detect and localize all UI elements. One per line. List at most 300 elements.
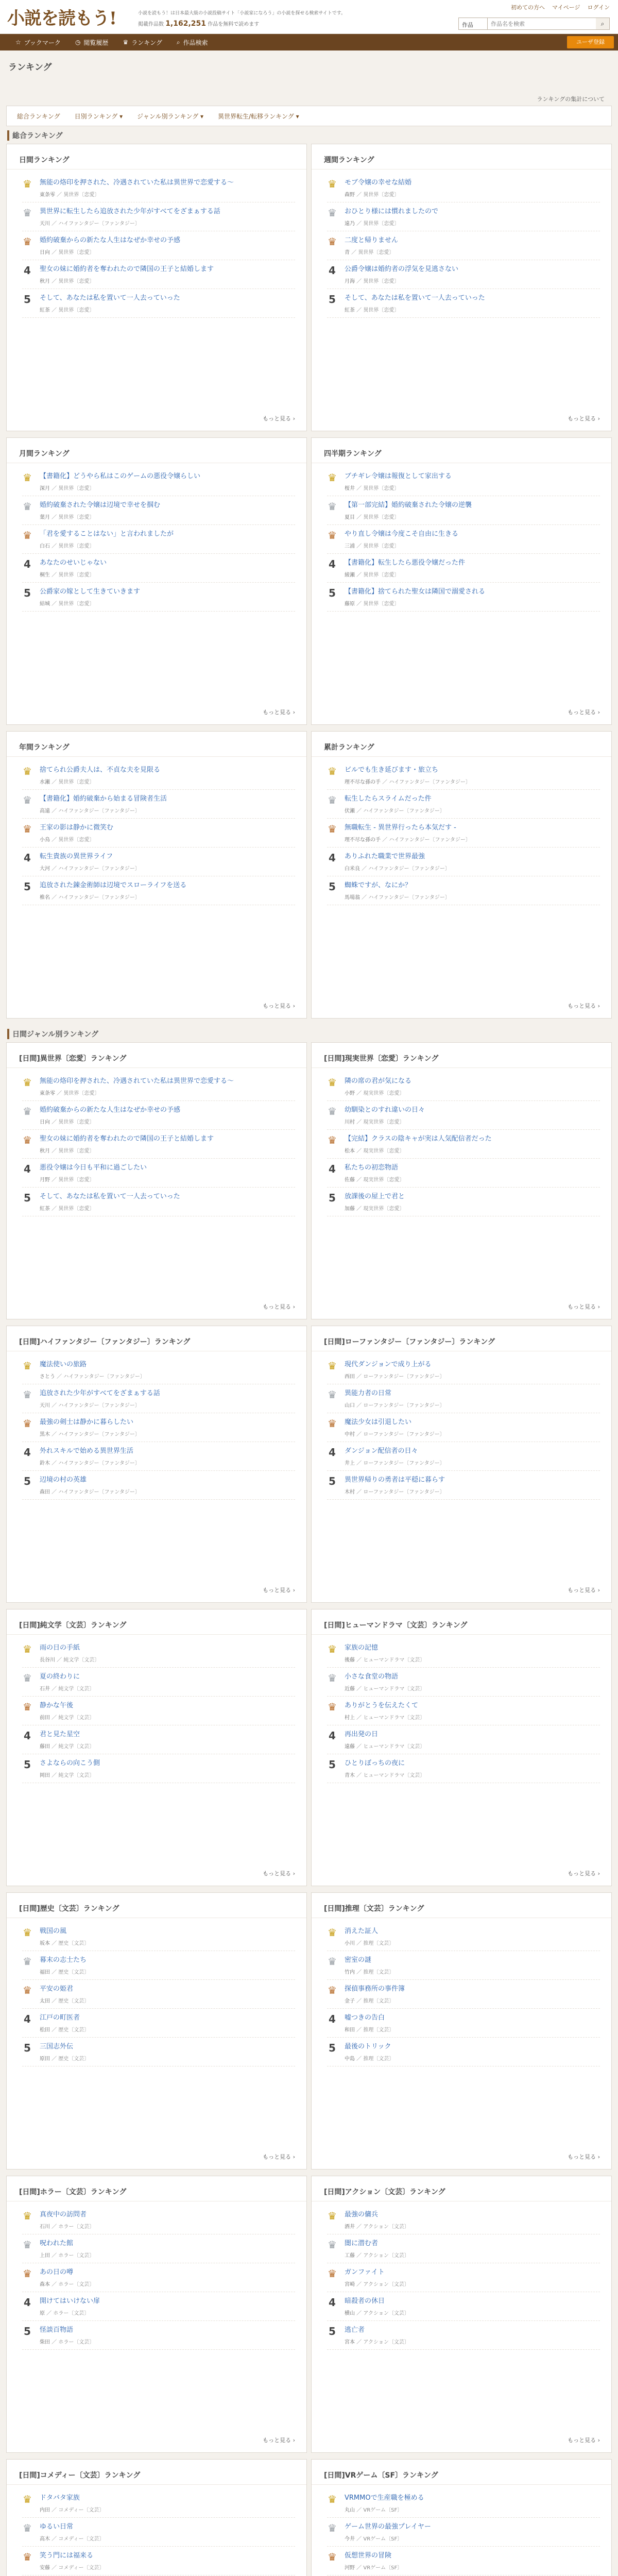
novel-title-link[interactable]: 転生貴族の異世界ライフ [40, 853, 113, 860]
novel-title-link[interactable]: 「君を愛することはない」と言われましたが [40, 530, 174, 538]
novel-title-link[interactable]: 追放された少年がすべてをざまぁする話 [40, 1389, 160, 1397]
ranking-box-title[interactable]: 日間ランキング [7, 144, 306, 170]
ranking-item [327, 202, 600, 231]
author-link[interactable]: 加藤 [345, 1206, 355, 1212]
novel-title-link[interactable]: 平安の姫君 [40, 1985, 74, 1993]
author-link[interactable]: 和田 [345, 2027, 355, 2033]
nav-search[interactable] [169, 38, 215, 47]
author-link[interactable]: 紅茶 [40, 1206, 50, 1212]
novel-meta: 青木 ／ ヒューマンドラマ〔文芸〕 [345, 1773, 425, 1778]
novel-meta: 馬場翁 ／ ハイファンタジー〔ファンタジー〕 [345, 895, 450, 901]
novel-title-link[interactable]: 雨の日の手紙 [40, 1644, 80, 1652]
ranking-box-title[interactable]: [日間]歴史〔文芸〕ランキング [7, 1893, 306, 1918]
author-link[interactable]: 河野 [345, 2565, 355, 2571]
ranking-item [22, 1130, 295, 1159]
ranking-item-body [40, 207, 220, 227]
novel-title-link[interactable]: 私たちの初恋物語 [345, 1164, 399, 1172]
novel-title-link[interactable]: 【書籍化】婚約破棄から始まる冒険者生活 [40, 795, 167, 803]
novel-meta: 石川 ／ ホラー〔文芸〕 [40, 2224, 95, 2230]
novel-title-link[interactable]: 開けてはいけない扉 [40, 2297, 100, 2305]
novel-title-link[interactable]: ドタバタ家族 [40, 2494, 80, 2502]
novel-title-link[interactable]: モブ令嬢の幸せな結婚 [345, 179, 412, 187]
author-link[interactable]: 佐藤 [345, 1177, 355, 1183]
crown-icon: ♛ [23, 2267, 32, 2280]
more-link[interactable]: もっと見る › [568, 415, 600, 422]
author-link[interactable]: 東条零 [40, 1091, 55, 1096]
author-link[interactable]: 長谷川 [40, 1657, 55, 1663]
novel-title-link[interactable]: 隣の席の君が気になる [345, 1077, 412, 1085]
ranking-item [22, 2518, 295, 2547]
author-link[interactable]: 松田 [40, 2027, 50, 2033]
novel-title-link[interactable]: ビルでも生き延びます・旅立ち [345, 766, 439, 774]
novel-meta: 上田 ／ ホラー〔文芸〕 [40, 2253, 95, 2259]
more-link[interactable]: もっと見る › [263, 709, 295, 716]
search-input[interactable] [488, 18, 596, 29]
novel-meta: 松田 ／ 歴史〔文芸〕 [40, 2027, 90, 2033]
novel-title-link[interactable]: 笑う門には福来る [40, 2552, 94, 2560]
more-link[interactable]: もっと見る › [568, 1303, 600, 1310]
ranking-box-title[interactable]: [日間]ローファンタジー〔ファンタジー〕ランキング [312, 1326, 611, 1351]
search-type-select[interactable]: 作品 [459, 18, 488, 29]
genre-label: アクション〔文芸〕 [363, 2282, 409, 2287]
site-tagline: 小説を読もう！は日本最大級の小説投稿サイト「小説家になろう」の小説を探せる検索サイトです。 [138, 11, 346, 16]
author-link[interactable]: 紅茶 [40, 308, 50, 313]
novel-title-link[interactable]: 【第一部完結】婚約破棄された令嬢の逆襲 [345, 501, 472, 509]
author-link[interactable]: 白米良 [345, 866, 360, 872]
genre-label: 異世界〔恋愛〕 [363, 544, 400, 549]
nav-history[interactable] [68, 38, 116, 47]
novel-meta: 松本 ／ 現実世界〔恋愛〕 [345, 1148, 405, 1154]
author-link[interactable]: 月海 [345, 279, 355, 284]
author-link[interactable]: 葉月 [40, 515, 50, 520]
novel-title-link[interactable]: 無能の烙印を押された、冷遇されていた私は異世界で恋愛する～ [40, 1077, 234, 1085]
novel-meta: 白石 ／ 異世界〔恋愛〕 [40, 544, 95, 549]
novel-title-link[interactable]: さよならの向こう側 [40, 1759, 100, 1767]
ranking-item [22, 289, 295, 318]
novel-title-link[interactable]: 【完結】クラスの陰キャが実は人気配信者だった [345, 1135, 492, 1143]
novel-title-link[interactable]: 二度と帰りません [345, 236, 399, 244]
author-link[interactable]: 高木 [40, 2536, 50, 2542]
link-beginner[interactable]: 初めての方へ [510, 4, 545, 11]
novel-meta: 秋月 ／ 異世界〔恋愛〕 [40, 279, 95, 284]
novel-title-link[interactable]: 最強の傭兵 [345, 2211, 379, 2218]
genre-label: 歴史〔文芸〕 [58, 2056, 90, 2062]
ranking-item-body [345, 587, 485, 607]
search-button[interactable] [596, 18, 609, 29]
filter-daily[interactable]: 日別ランキング ▾ [74, 112, 123, 120]
genre-label: 純文学〔文芸〕 [58, 1715, 95, 1721]
novel-title-link[interactable]: ゆるい日常 [40, 2523, 74, 2531]
novel-meta: 小鳥 ／ 異世界〔恋愛〕 [40, 837, 95, 843]
ranking-box-title[interactable]: [日間]推理〔文芸〕ランキング [312, 1893, 611, 1918]
more-link[interactable]: もっと見る › [568, 709, 600, 716]
crown-icon: ♛ [23, 2210, 32, 2222]
author-link[interactable]: 深月 [40, 486, 50, 492]
novel-title-link[interactable]: やり直し令嬢は今度こそ自由に生きる [345, 530, 459, 538]
author-link[interactable]: 小鳥 [40, 837, 50, 843]
novel-title-link[interactable]: 密室の謎 [345, 1956, 372, 1964]
ranking-box-title[interactable]: [日間]ホラー〔文芸〕ランキング [7, 2176, 306, 2201]
ranking-item-body [40, 1758, 100, 1778]
novel-title-link[interactable]: 公爵令嬢は婚約者の浮気を見逃さない [345, 265, 459, 273]
ranking-item-body [40, 2042, 89, 2062]
novel-title-link[interactable]: 最強の剣士は静かに暮らしたい [40, 1418, 134, 1426]
author-link[interactable]: 工藤 [345, 2253, 355, 2259]
author-link[interactable]: 西田 [345, 1374, 355, 1380]
novel-meta: 坂本 ／ 歴史〔文芸〕 [40, 1941, 90, 1946]
more-link[interactable]: もっと見る › [263, 2437, 295, 2444]
crown-icon: ♛ [23, 794, 32, 806]
ranking-item [327, 260, 600, 289]
crown-icon: ♛ [328, 2267, 337, 2280]
novel-meta: 近藤 ／ ヒューマンドラマ〔文芸〕 [345, 1686, 425, 1692]
novel-meta: 高木 ／ コメディー〔文芸〕 [40, 2536, 105, 2542]
ranking-item [22, 496, 295, 525]
novel-title-link[interactable]: ブチギレ令嬢は報復として家出する [345, 472, 452, 480]
novel-title-link[interactable]: 嘘つきの告白 [345, 2014, 385, 2022]
novel-title-link[interactable]: ゲーム世界の最強プレイヤー [345, 2523, 431, 2531]
author-link[interactable]: 桐生 [40, 572, 50, 578]
ranking-box-title[interactable]: [日間]VRゲーム〔SF〕ランキング [312, 2460, 611, 2485]
ranking-box-title[interactable]: [日間]アクション〔文芸〕ランキング [312, 2176, 611, 2201]
novel-meta: 深月 ／ 異世界〔恋愛〕 [40, 486, 95, 492]
novel-title-link[interactable]: 戦国の風 [40, 1927, 67, 1935]
rank-number: 5 [24, 1475, 31, 1487]
author-link[interactable]: 遠乃 [345, 221, 355, 227]
ranking-box-title[interactable]: [日間]異世界〔恋愛〕ランキング [7, 1043, 306, 1068]
author-link[interactable]: 木村 [345, 1489, 355, 1495]
author-link[interactable]: 竹内 [345, 1970, 355, 1975]
author-link[interactable]: 馬場翁 [345, 895, 360, 901]
ranking-item-body [40, 1134, 214, 1154]
author-link[interactable]: 安藤 [40, 2565, 50, 2571]
page-title: ランキング [8, 62, 52, 73]
novel-title-link[interactable]: 魔法使いの旅路 [40, 1361, 87, 1368]
author-link[interactable]: 鈴木 [40, 1461, 50, 1466]
novel-meta: 夏目 ／ 異世界〔恋愛〕 [345, 515, 400, 520]
novel-title-link[interactable]: ひとりぼっちの夜に [345, 1759, 405, 1767]
more-link[interactable]: もっと見る › [263, 1587, 295, 1594]
crown-icon: ♛ [23, 1105, 32, 1117]
novel-title-link[interactable]: 婚約破棄からの新たな人生はなぜか幸せの予感 [40, 236, 181, 244]
novel-title-link[interactable]: 聖女の妹に婚約者を奪われたので隣国の王子と結婚します [40, 1135, 214, 1143]
more-link[interactable]: もっと見る › [568, 2437, 600, 2444]
about-ranking-link[interactable]: ランキングの集計について [537, 96, 605, 103]
novel-title-link[interactable]: そして、あなたは私を置いて一人去っていった [40, 1193, 180, 1200]
novel-title-link[interactable]: ガンファイト [345, 2268, 385, 2276]
author-link[interactable]: さとう [40, 1374, 55, 1380]
novel-title-link[interactable]: 静かな午後 [40, 1702, 74, 1709]
author-link[interactable]: 石川 [40, 2224, 50, 2230]
more-link[interactable]: もっと見る › [263, 1003, 295, 1009]
author-link[interactable]: 藤田 [40, 1744, 50, 1750]
author-link[interactable]: 近藤 [345, 1686, 355, 1692]
more-link[interactable]: もっと見る › [263, 2154, 295, 2160]
novel-meta: 佐藤 ／ 現実世界〔恋愛〕 [345, 1177, 405, 1183]
author-link[interactable]: 日向 [40, 250, 50, 256]
ranking-item-body [345, 1475, 445, 1495]
author-link[interactable]: 青木 [345, 1773, 355, 1778]
novel-meta: 木村 ／ ローファンタジー〔ファンタジー〕 [345, 1489, 445, 1495]
nav-bookmark[interactable] [8, 38, 68, 47]
main-content [6, 60, 612, 2576]
novel-title-link[interactable]: あの日の噂 [40, 2268, 74, 2276]
filter-isekai[interactable]: 異世界転生/転移ランキング ▾ [218, 112, 299, 120]
author-link[interactable]: 石井 [40, 1686, 50, 1692]
author-link[interactable]: 中村 [345, 1432, 355, 1437]
novel-title-link[interactable]: あなたのせいじゃない [40, 559, 107, 567]
top-links [511, 3, 610, 11]
novel-meta: 西田 ／ ローファンタジー〔ファンタジー〕 [345, 1374, 445, 1380]
novel-title-link[interactable]: 【書籍化】捨てられた聖女は隣国で溺愛される [345, 588, 486, 596]
ranking-box [311, 1326, 612, 1603]
novel-title-link[interactable]: 捨てられ公爵夫人は、不貞な夫を見限る [40, 766, 161, 774]
more-link[interactable]: もっと見る › [263, 415, 295, 422]
author-link[interactable]: 小川 [345, 1941, 355, 1946]
novel-title-link[interactable]: 探偵事務所の事件簿 [345, 1985, 405, 1993]
genre-label: ハイファンタジー〔ファンタジー〕 [58, 866, 140, 872]
ranking-box-title[interactable]: [日間]コメディー〔文芸〕ランキング [7, 2460, 306, 2485]
crown-icon: ♛ [23, 1643, 32, 1655]
crown-icon: ♛ [23, 1926, 32, 1939]
novel-meta: 葉月 ／ 異世界〔恋愛〕 [40, 515, 95, 520]
novel-title-link[interactable]: 現代ダンジョンで成り上がる [345, 1361, 432, 1368]
novel-title-link[interactable]: 転生したらスライムだった件 [345, 795, 432, 803]
crown-icon: ♛ [23, 1417, 32, 1430]
novel-title-link[interactable]: 無能の烙印を押された、冷遇されていた私は異世界で恋愛する～ [40, 179, 234, 187]
author-link[interactable]: 日向 [40, 1120, 50, 1125]
novel-title-link[interactable]: 家族の記憶 [345, 1644, 379, 1652]
novel-title-link[interactable]: 三国志外伝 [40, 2043, 74, 2050]
author-link[interactable]: 森本 [40, 2282, 50, 2287]
ranking-item-body [345, 2013, 394, 2033]
novel-title-link[interactable]: 怪談百物語 [40, 2326, 74, 2334]
novel-title-link[interactable]: そして、あなたは私を置いて一人去っていった [345, 294, 485, 302]
author-link[interactable]: 夏目 [345, 515, 355, 520]
novel-title-link[interactable]: 呪われた館 [40, 2240, 74, 2247]
genre-label: 歴史〔文芸〕 [58, 2027, 90, 2033]
author-link[interactable]: 上田 [40, 2253, 50, 2259]
novel-title-link[interactable]: ダンジョン配信者の日々 [345, 1447, 418, 1455]
author-link[interactable]: 宮本 [345, 2340, 355, 2345]
author-link[interactable]: 高遠 [40, 808, 50, 814]
crown-icon: ♛ [328, 235, 337, 248]
novel-title-link[interactable]: 【書籍化】転生したら悪役令嬢だった件 [345, 559, 466, 567]
author-link[interactable]: 原田 [40, 2056, 50, 2062]
novel-title-link[interactable]: 異世界帰りの勇者は平穏に暮らす [345, 1476, 445, 1484]
author-link[interactable]: 内田 [40, 2507, 50, 2513]
novel-title-link[interactable]: 無職転生 - 異世界行ったら本気だす - [345, 824, 456, 832]
ranking-box-title[interactable]: [日間]純文学〔文芸〕ランキング [7, 1609, 306, 1635]
novel-meta: 内田 ／ コメディー〔文芸〕 [40, 2507, 105, 2513]
author-link[interactable]: 後藤 [345, 1657, 355, 1663]
author-link[interactable]: 原 [40, 2311, 45, 2316]
author-link[interactable]: 白石 [40, 544, 50, 549]
author-link[interactable]: 前田 [40, 1715, 50, 1721]
rank-number: 4 [24, 558, 31, 570]
rank-number: 4 [329, 2013, 336, 2025]
novel-title-link[interactable]: ありがとうを伝えたくて [345, 1702, 419, 1709]
novel-title-link[interactable]: 仮想世界の冒険 [345, 2552, 392, 2560]
ranking-box-title[interactable]: 月間ランキング [7, 438, 306, 463]
novel-title-link[interactable]: 聖女の妹に婚約者を奪われたので隣国の王子と結婚します [40, 265, 214, 273]
novel-title-link[interactable]: 消えた証人 [345, 1927, 379, 1935]
author-link[interactable]: 福田 [40, 1970, 50, 1975]
author-link[interactable]: 藤原 [345, 601, 355, 607]
ranking-box-title[interactable]: 週間ランキング [312, 144, 611, 170]
ranking-item [327, 876, 600, 905]
author-link[interactable]: 中島 [345, 2056, 355, 2062]
crown-icon: ♛ [328, 1984, 337, 1996]
novel-title-link[interactable]: 最後のトリック [345, 2043, 391, 2050]
author-link[interactable]: 森田 [40, 1489, 50, 1495]
novel-title-link[interactable]: 夏の終わりに [40, 1673, 80, 1681]
author-link[interactable]: 宮崎 [345, 2282, 355, 2287]
author-link[interactable]: 水瀬 [40, 779, 50, 785]
novel-title-link[interactable]: 真夜中の訪問者 [40, 2211, 87, 2218]
author-link[interactable]: 村上 [345, 1715, 355, 1721]
novel-title-link[interactable]: 公爵家の嫁として生きていきます [40, 588, 141, 596]
ranking-box-title[interactable]: 年間ランキング [7, 732, 306, 757]
novel-title-link[interactable]: 異世界に転生したら追放された少年がすべてをざまぁする話 [40, 208, 220, 215]
novel-title-link[interactable]: 王家の影は静かに微笑む [40, 824, 114, 832]
site-logo[interactable]: 小説を読もう! [7, 8, 116, 29]
novel-title-link[interactable]: 暗殺者の休日 [345, 2297, 385, 2305]
novel-title-link[interactable]: 【書籍化】どうやら私はこのゲームの悪役令嬢らしい [40, 472, 201, 480]
ranking-box-title[interactable]: [日間]ハイファンタジー〔ファンタジー〕ランキング [7, 1326, 306, 1351]
ranking-item-body [345, 1192, 405, 1212]
ranking-list [312, 1635, 611, 1783]
novel-title-link[interactable]: 江戸の町医者 [40, 2014, 80, 2022]
author-link[interactable]: 椎名 [40, 895, 50, 901]
more-link[interactable]: もっと見る › [263, 1303, 295, 1310]
crown-icon: ♛ [23, 765, 32, 777]
novel-title-link[interactable]: 追放された錬金術師は辺境でスローライフを送る [40, 882, 187, 889]
author-link[interactable]: 三浦 [345, 544, 355, 549]
author-link[interactable]: 月野 [40, 1177, 50, 1183]
ranking-box-title[interactable]: 累計ランキング [312, 732, 611, 757]
novel-title-link[interactable]: 婚約破棄された令嬢は辺境で幸せを掴む [40, 501, 161, 509]
novel-title-link[interactable]: 異能力者の日常 [345, 1389, 392, 1397]
author-link[interactable]: 秋月 [40, 1148, 50, 1154]
novel-title-link[interactable]: ありふれた職業で世界最強 [345, 853, 425, 860]
author-link[interactable]: 丸山 [345, 2507, 355, 2513]
ranking-item [327, 2234, 600, 2263]
author-link[interactable]: 今井 [345, 2536, 355, 2542]
author-link[interactable]: 横山 [345, 2311, 355, 2316]
author-link[interactable]: 酒井 [345, 2224, 355, 2230]
ranking-box-title[interactable]: 四半期ランキング [312, 438, 611, 463]
filter-genre[interactable]: ジャンル別ランキング ▾ [137, 112, 204, 120]
author-link[interactable]: 大河 [40, 866, 50, 872]
ranking-box-title[interactable]: [日間]現実世界〔恋愛〕ランキング [312, 1043, 611, 1068]
rank-number: 4 [329, 264, 336, 277]
novel-title-link[interactable]: 闇に潜む者 [345, 2240, 379, 2247]
filter-overall[interactable]: 総合ランキング [17, 112, 60, 120]
novel-title-link[interactable]: VRMMOで生産職を極める [345, 2494, 424, 2502]
author-link[interactable]: 森野 [345, 192, 355, 198]
author-link[interactable]: 綾瀬 [345, 572, 355, 578]
novel-title-link[interactable]: 辺境の村の英雄 [40, 1476, 87, 1484]
ranking-box-title[interactable]: [日間]ヒューマンドラマ〔文芸〕ランキング [312, 1609, 611, 1635]
author-link[interactable]: 理不尽な孫の手 [345, 837, 381, 843]
author-link[interactable]: 青 [345, 250, 350, 256]
register-button[interactable]: ユーザ登録 [567, 36, 614, 48]
novel-title-link[interactable]: 再出発の日 [345, 1731, 379, 1738]
author-link[interactable]: 松本 [345, 1148, 355, 1154]
novel-title-link[interactable]: おひとり様には慣れましたので [345, 208, 439, 215]
author-link[interactable]: 伏瀬 [345, 808, 355, 814]
novel-title-link[interactable]: 婚約破棄からの新たな人生はなぜか幸せの予感 [40, 1106, 181, 1114]
more-link[interactable]: もっと見る › [568, 1587, 600, 1594]
novel-title-link[interactable]: 幼馴染とのすれ違いの日々 [345, 1106, 425, 1114]
novel-meta: 森本 ／ ホラー〔文芸〕 [40, 2282, 95, 2287]
author-link[interactable]: 秋月 [40, 279, 50, 284]
genre-label: コメディー〔文芸〕 [58, 2565, 105, 2571]
author-link[interactable]: 坂本 [40, 1941, 50, 1946]
rank-number: 5 [329, 2042, 336, 2054]
crown-icon: ♛ [23, 2522, 32, 2534]
novel-title-link[interactable]: 蜘蛛ですが、なにか？ [345, 882, 412, 889]
novel-title-link[interactable]: 悪役令嬢は今日も平和に過ごしたい [40, 1164, 147, 1172]
ranking-item-body [40, 2522, 105, 2542]
nav-ranking[interactable] [115, 38, 169, 47]
author-link[interactable]: 東条零 [40, 192, 55, 198]
rank-number: 4 [24, 2013, 31, 2025]
genre-label: コメディー〔文芸〕 [58, 2507, 105, 2513]
ranking-list [312, 1351, 611, 1500]
novel-title-link[interactable]: 魔法少女は引退したい [345, 1418, 412, 1426]
novel-meta: 伏瀬 ／ ハイファンタジー〔ファンタジー〕 [345, 808, 445, 814]
link-mypage[interactable]: マイページ [552, 4, 580, 11]
novel-title-link[interactable]: 放課後の屋上で君と [345, 1193, 405, 1200]
more-link[interactable]: もっと見る › [263, 1870, 295, 1877]
ranking-list [312, 1068, 611, 1216]
more-link[interactable]: もっと見る › [568, 1870, 600, 1877]
author-link[interactable]: 桜井 [345, 486, 355, 492]
novel-title-link[interactable]: そして、あなたは私を置いて一人去っていった [40, 294, 180, 302]
ranking-item [22, 1668, 295, 1697]
novel-title-link[interactable]: 小さな食堂の物語 [345, 1673, 399, 1681]
genre-label: アクション〔文芸〕 [363, 2311, 409, 2316]
novel-title-link[interactable]: 幕末の志士たち [40, 1956, 87, 1964]
link-login[interactable]: ログイン [587, 4, 610, 11]
novel-title-link[interactable]: 君と見た星空 [40, 1731, 80, 1738]
author-link[interactable]: 金子 [345, 1998, 355, 2004]
author-link[interactable]: 結城 [40, 601, 50, 607]
bookmark-icon: ☆ [15, 39, 21, 46]
author-link[interactable]: 柴田 [40, 2340, 50, 2345]
author-link[interactable]: 太田 [40, 1998, 50, 2004]
more-link[interactable]: もっと見る › [568, 1003, 600, 1009]
author-link[interactable]: 川村 [345, 1120, 355, 1125]
author-link[interactable]: 天川 [40, 221, 50, 227]
author-link[interactable]: 紅茶 [345, 308, 355, 313]
author-link[interactable]: 井上 [345, 1461, 355, 1466]
novel-title-link[interactable]: 外れスキルで始める異世界生活 [40, 1447, 133, 1455]
author-link[interactable]: 天川 [40, 1403, 50, 1409]
rank-number: 4 [329, 558, 336, 570]
author-link[interactable]: 理不尽な孫の手 [345, 779, 381, 785]
author-link[interactable]: 岡田 [40, 1773, 50, 1778]
more-link[interactable]: もっと見る › [568, 2154, 600, 2160]
author-link[interactable]: 山口 [345, 1403, 355, 1409]
author-link[interactable]: 小野 [345, 1091, 355, 1096]
novel-title-link[interactable]: 逃亡者 [345, 2326, 365, 2334]
author-link[interactable]: 黒木 [40, 1432, 50, 1437]
ranking-item [22, 2547, 295, 2575]
author-link[interactable]: 遠藤 [345, 1744, 355, 1750]
